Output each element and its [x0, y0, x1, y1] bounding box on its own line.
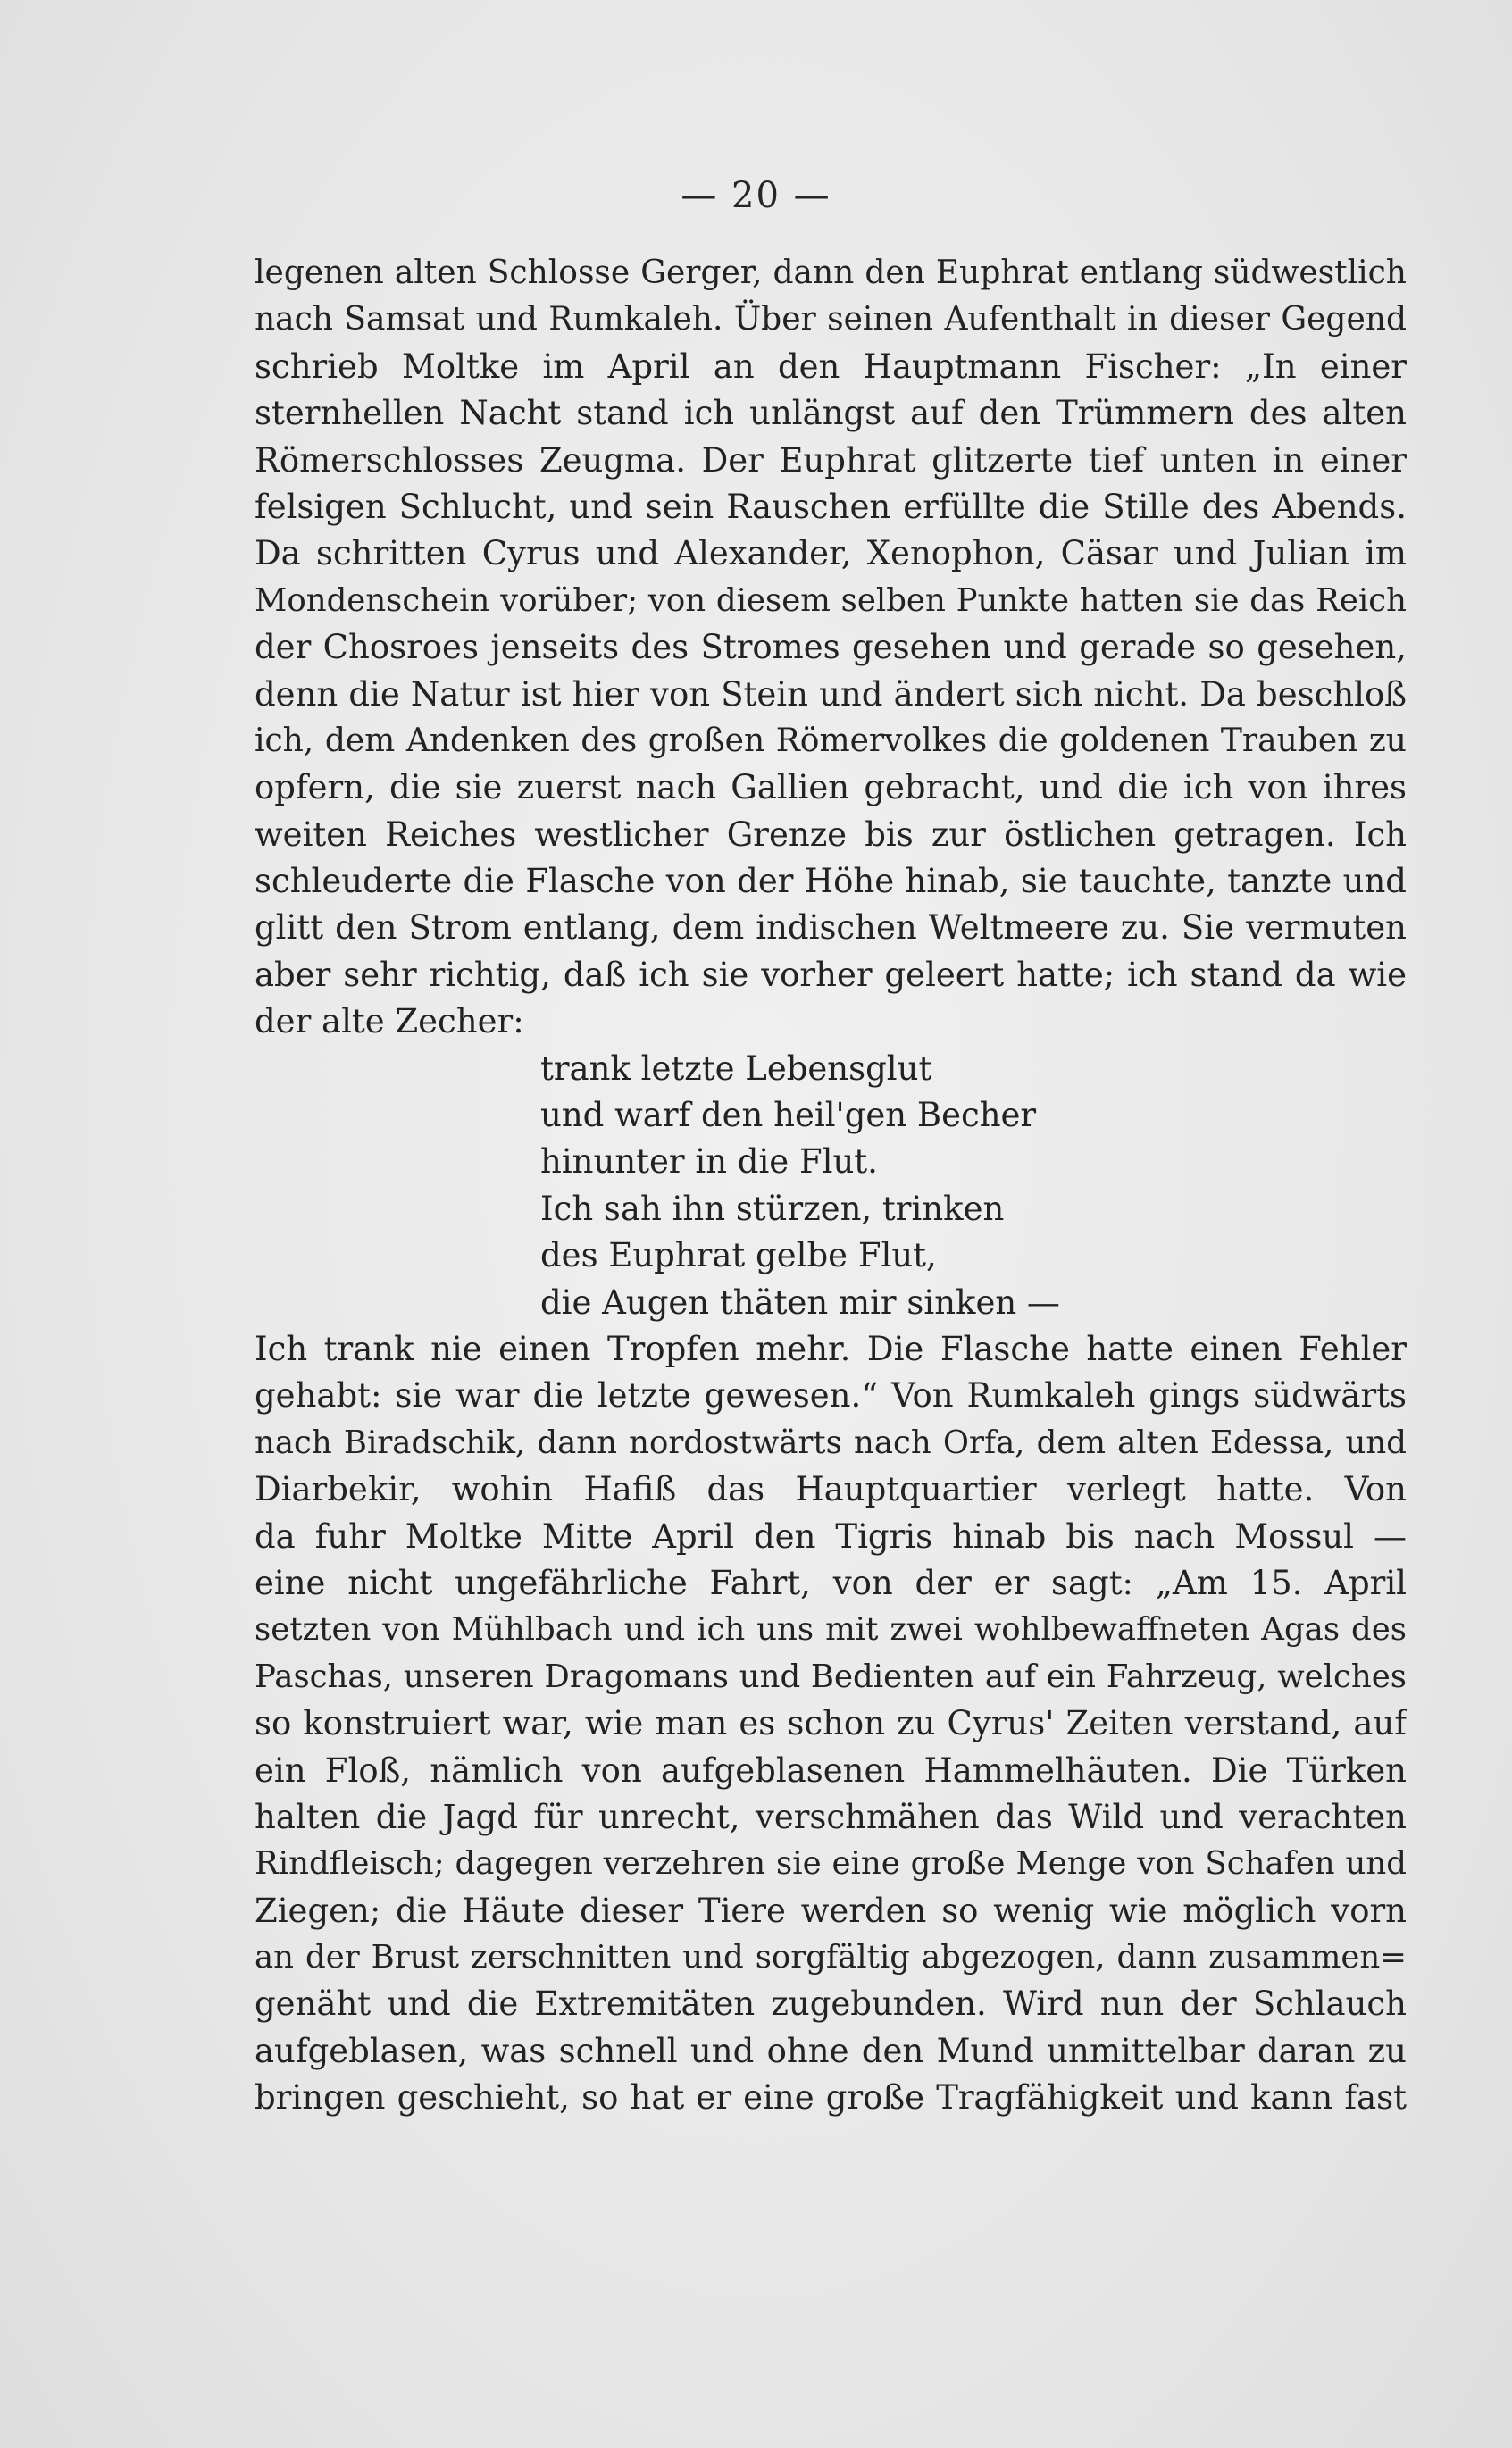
- text-line: Ich trank nie einen Tropfen mehr. Die Flasche hatte einen Fehler: [255, 1329, 1407, 1368]
- text-line: sternhellen Nacht stand ich unlängst auf den Trümmern des alten: [255, 394, 1407, 433]
- text-line: der Chosroes jenseits des Stromes gesehen und gerade so gesehen,: [255, 628, 1407, 667]
- text-line: Da schritten Cyrus und Alexander, Xenophon, Cäsar und Julian im: [255, 534, 1407, 573]
- verse-line: Ich sah ihn stürzen, trinken: [540, 1189, 1005, 1228]
- text-line: eine nicht ungefährliche Fahrt, von der er sagt: „Am 15. April: [255, 1563, 1407, 1602]
- text-line: halten die Jagd für unrecht, verschmähen das Wild und verachten: [255, 1797, 1407, 1836]
- text-line: aufgeblasen, was schnell und ohne den Mund unmittelbar daran zu: [255, 2031, 1407, 2070]
- text-line: nach Biradschik, dann nordostwärts nach Orfa, dem alten Edessa, und: [255, 1424, 1407, 1461]
- text-line: aber sehr richtig, daß ich sie vorher geleert hatte; ich stand da wie: [255, 955, 1407, 994]
- page-number: — 20 —: [681, 175, 831, 216]
- text-line: legenen alten Schlosse Gerger, dann den Euphrat entlang südwestlich: [255, 255, 1407, 291]
- text-line: genäht und die Extremitäten zugebunden. Wird nun der Schlauch: [255, 1984, 1407, 2024]
- text-line: bringen geschieht, so hat er eine große Tragfähigkeit und kann fast: [255, 2078, 1407, 2118]
- text-line: Mondenschein vorüber; von diesem selben Punkte hatten sie das Reich: [255, 581, 1407, 619]
- verse-line: und warf den heil'gen Becher: [540, 1096, 1037, 1135]
- text-line: an der Brust zerschnitten und sorgfältig abgezogen, dann zusammen=: [255, 1939, 1407, 1976]
- text-line: Rindfleisch; dagegen verzehren sie eine große Menge von Schafen und: [255, 1845, 1407, 1883]
- text-line: setzten von Mühlbach und ich uns mit zwei wohlbewaffneten Agas des: [255, 1611, 1407, 1649]
- text-line: so konstruiert war, wie man es schon zu Cyrus' Zeiten verstand, auf: [255, 1704, 1407, 1743]
- verse-line: die Augen thäten mir sinken —: [540, 1282, 1060, 1322]
- text-line: ich, dem Andenken des großen Römervolkes die goldenen Trauben zu: [255, 722, 1407, 759]
- text-line: denn die Natur ist hier von Stein und ändert sich nicht. Da beschloß: [255, 674, 1407, 714]
- text-line: glitt den Strom entlang, dem indischen Weltmeere zu. Sie vermuten: [255, 908, 1407, 948]
- text-line: gehabt: sie war die letzte gewesen.“ Von Rumkaleh gings südwärts: [255, 1376, 1407, 1416]
- text-line: ein Floß, nämlich von aufgeblasenen Hammelhäuten. Die Türken: [255, 1750, 1407, 1790]
- text-line: schrieb Moltke im April an den Hauptmann Fischer: „In einer: [255, 347, 1407, 386]
- verse-line: hinunter in die Flut.: [540, 1142, 878, 1182]
- text-line: nach Samsat und Rumkaleh. Über seinen Aufenthalt in dieser Gegend: [255, 301, 1407, 338]
- text-line: felsigen Schlucht, und sein Rauschen erfüllte die Stille des Abends.: [255, 487, 1407, 526]
- verse-line: des Euphrat gelbe Flut,: [540, 1236, 937, 1275]
- text-line: Diarbekir, wohin Hafiß das Hauptquartier verlegt hatte. Von: [255, 1470, 1407, 1509]
- text-line: weiten Reiches westlicher Grenze bis zur östlichen getragen. Ich: [255, 815, 1407, 854]
- text-line: Ziegen; die Häute dieser Tiere werden so wenig wie möglich vorn: [255, 1891, 1407, 1930]
- text-line: opfern, die sie zuerst nach Gallien gebracht, und die ich von ihres: [255, 768, 1407, 807]
- body-text: [255, 250, 1407, 2122]
- text-line: da fuhr Moltke Mitte April den Tigris hinab bis nach Mossul —: [255, 1516, 1407, 1556]
- text-line: der alte Zecher:: [255, 1002, 524, 1041]
- text-line: schleuderte die Flasche von der Höhe hinab, sie tauchte, tanzte und: [255, 862, 1407, 901]
- text-line: Römerschlosses Zeugma. Der Euphrat glitzerte tief unten in einer: [255, 440, 1407, 480]
- verse-line: trank letzte Lebensglut: [540, 1049, 932, 1088]
- text-line: Paschas, unseren Dragomans und Bedienten auf ein Fahrzeug, welches: [255, 1658, 1407, 1695]
